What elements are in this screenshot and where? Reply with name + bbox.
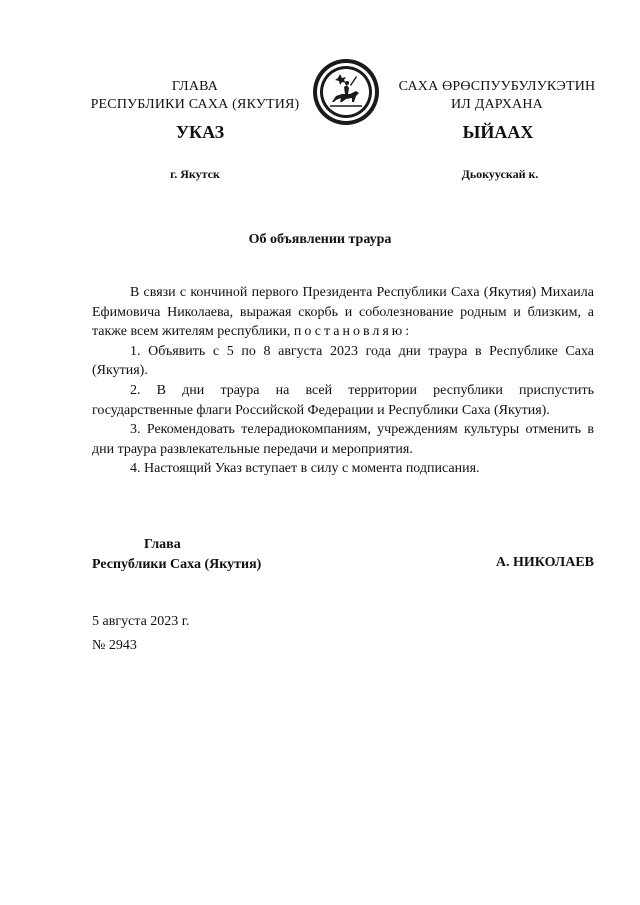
- signatory-title-line1: Глава: [144, 537, 181, 552]
- signatory-title: [92, 535, 352, 575]
- header-right: [392, 78, 602, 114]
- decree-label-sakha: ЫЙААХ: [462, 122, 534, 142]
- signatory-name: А. НИКОЛАЕВ: [495, 555, 594, 570]
- decree-date: 5 августа 2023 г.: [92, 614, 190, 629]
- decree-item-1: 1. Объявить с 5 по 8 августа 2023 года дни траура в Республике Саха (Якутия).: [92, 343, 594, 379]
- intro-paragraph: [92, 283, 594, 342]
- decree-label-ru: УКАЗ: [175, 122, 225, 142]
- header-left-line2: РЕСПУБЛИКИ САХА (ЯКУТИЯ): [90, 97, 300, 112]
- decree-title: Об объявлении траура: [248, 232, 392, 247]
- header-left: [80, 78, 310, 114]
- header-right-line1: САХА ӨРӨСПУУБУЛУКЭТИН: [398, 79, 596, 94]
- intro-text: В связи с кончиной первого Президента Республики Саха (Якутия) Михаила Ефимовича Николаева, выражая скорбь и соболезнование родным и близким, а также всем жителям республики,: [92, 285, 594, 340]
- decree-item-3: 3. Рекомендовать телерадиокомпаниям, учреждениям культуры отменить в дни траура развлекательные передачи и мероприятия.: [92, 422, 594, 457]
- decree-body: [92, 283, 594, 479]
- header-left-line1: ГЛАВА: [171, 79, 219, 94]
- decree-item-2: 2. В дни траура на всей территории республики приспустить государственные флаги Российской Федерации и Республики Саха (Якутия).: [92, 382, 594, 418]
- decree-word: постановляю: [293, 324, 406, 340]
- decree-number: № 2943: [92, 638, 137, 653]
- location-sakha: Дьокуускай к.: [461, 167, 539, 181]
- coat-of-arms-icon: [312, 58, 380, 126]
- location-ru: г. Якутск: [170, 167, 220, 181]
- intro-colon: :: [405, 324, 410, 340]
- signatory-title-line2: Республики Саха (Якутия): [92, 557, 262, 572]
- header-right-line2: ИЛ ДАРХАНА: [450, 97, 543, 112]
- decree-item-4: 4. Настоящий Указ вступает в силу с момента подписания.: [130, 461, 480, 477]
